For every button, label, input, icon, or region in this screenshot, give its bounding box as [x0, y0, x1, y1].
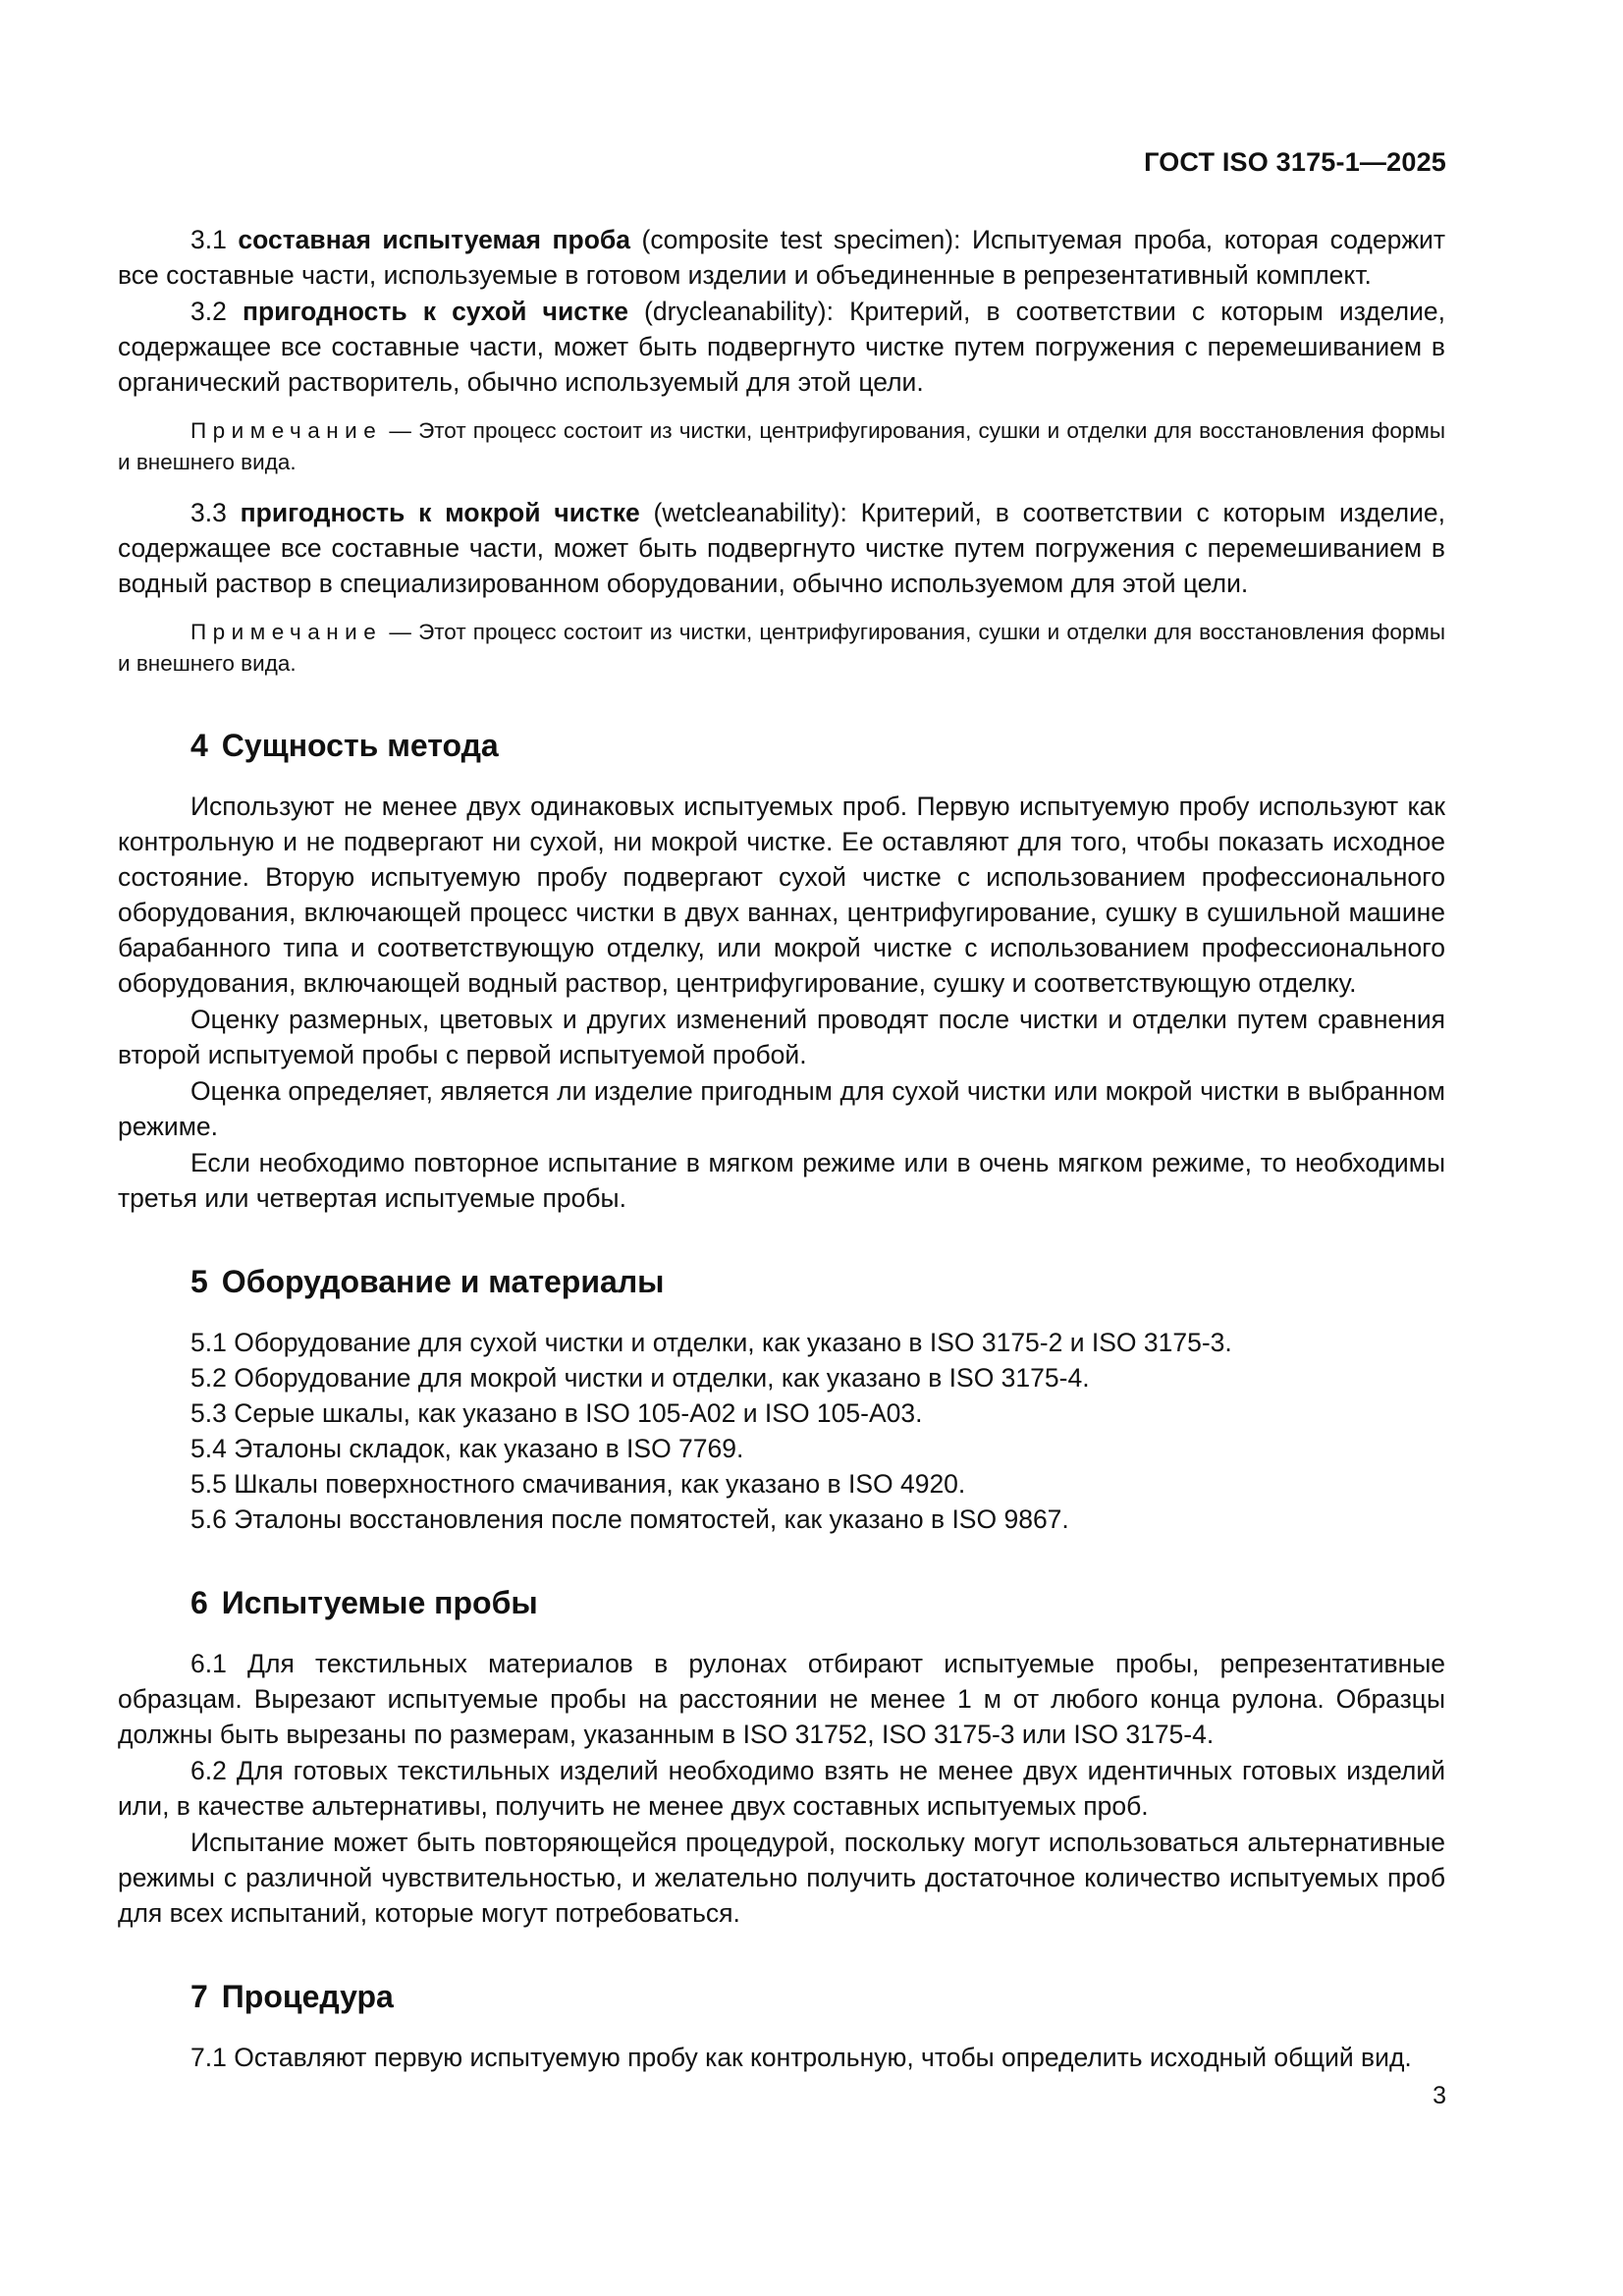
clause-number: 3.2: [190, 297, 227, 326]
clause-3-1: [118, 222, 1445, 293]
section-title: Сущность метода: [221, 728, 499, 763]
paragraph: 6.2 Для готовых текстильных изделий необходимо взять не менее двух идентичных готовых изделий или, в качестве альтернативы, получить не менее двух составных испытуемых проб.: [118, 1756, 1445, 1821]
note-1: [118, 415, 1445, 478]
page-content: [118, 222, 1445, 2076]
section-7-heading: [190, 1977, 1445, 2016]
list-item: 5.1 Оборудование для сухой чистки и отделки, как указано в ISO 3175-2 и ISO 3175-3.: [190, 1328, 1232, 1357]
list-item: 5.5 Шкалы поверхностного смачивания, как указано в ISO 4920.: [190, 1469, 966, 1499]
note-text: — Этот процесс состоит из чистки, центрифугирования, сушки и отделки для восстановления формы и внешнего вида.: [118, 418, 1445, 474]
term-composite-specimen: составная испытуемая проба: [238, 225, 630, 254]
section-number: 5: [190, 1264, 208, 1299]
note-label: Примечание: [190, 620, 383, 644]
note-text: — Этот процесс состоит из чистки, центрифугирования, сушки и отделки для восстановления формы и внешнего вида.: [118, 620, 1445, 676]
definition-text: (wetcleanability): Критерий, в соответствии с которым изделие, содержащее все составные части, может быть подвергнуто чистке путем погружения с перемешиванием в водный раствор в специализированном оборудовании, обычно используемом для этой цели.: [118, 498, 1445, 598]
section-title: Оборудование и материалы: [221, 1264, 665, 1299]
paragraph: Оценка определяет, является ли изделие пригодным для сухой чистки или мокрой чистки в выбранном режиме.: [118, 1076, 1445, 1141]
section-number: 4: [190, 728, 208, 763]
paragraph: 7.1 Оставляют первую испытуемую пробу как контрольную, чтобы определить исходный общий вид.: [190, 2043, 1412, 2072]
note-2: [118, 617, 1445, 680]
list-item: 5.4 Эталоны складок, как указано в ISO 7769.: [190, 1434, 744, 1463]
clause-number: 3.1: [190, 225, 227, 254]
paragraph: Если необходимо повторное испытание в мягком режиме или в очень мягком режиме, то необходимы третья или четвертая испытуемые пробы.: [118, 1148, 1445, 1213]
clause-3-3: [118, 495, 1445, 601]
section-title: Процедура: [221, 1979, 394, 2014]
term-drycleanability: пригодность к сухой чистке: [242, 297, 628, 326]
section-title: Испытуемые пробы: [221, 1585, 538, 1620]
section-6-heading: [190, 1583, 1445, 1622]
note-label: Примечание: [190, 418, 383, 443]
list-item: 5.3 Серые шкалы, как указано в ISO 105-A02 и ISO 105-A03.: [190, 1398, 923, 1428]
section-4-heading: [190, 726, 1445, 765]
clause-number: 3.3: [190, 498, 227, 527]
term-wetcleanability: пригодность к мокрой чистке: [240, 498, 640, 527]
paragraph: Испытание может быть повторяющейся процедурой, поскольку могут использоваться альтернативные режимы с различной чувствительностью, и желательно получить достаточное количество испытуемых проб для всех испытаний, которые могут потребоваться.: [118, 1828, 1445, 1928]
document-id-header: ГОСТ ISO 3175-1—2025: [1144, 147, 1446, 177]
section-number: 6: [190, 1585, 208, 1620]
clause-3-2: [118, 294, 1445, 400]
section-5-heading: [190, 1262, 1445, 1301]
definition-text: (composite test specimen): Испытуемая проба, которая содержит все составные части, используемые в готовом изделии и объединенные в репрезентативный комплект.: [118, 225, 1445, 290]
definition-text: (drycleanability): Критерий, в соответствии с которым изделие, содержащее все составные части, может быть подвергнуто чистке путем погружения с перемешиванием в органический растворитель, обычно используемый для этой цели.: [118, 297, 1445, 397]
paragraph: 6.1 Для текстильных материалов в рулонах отбирают испытуемые пробы, репрезентативные образцам. Вырезают испытуемые пробы на расстоянии не менее 1 м от любого конца рулона. Образцы должны быть вырезаны по размерам, указанным в ISO 31752, ISO 3175-3 или ISO 3175-4.: [118, 1649, 1445, 1749]
page-number: 3: [1433, 2082, 1446, 2109]
paragraph: Оценку размерных, цветовых и других изменений проводят после чистки и отделки путем сравнения второй испытуемой пробы с первой испытуемой пробой.: [118, 1005, 1445, 1069]
section-number: 7: [190, 1979, 208, 2014]
paragraph: Используют не менее двух одинаковых испытуемых проб. Первую испытуемую пробу используют как контрольную и не подвергают ни сухой, ни мокрой чистке. Ее оставляют для того, чтобы показать исходное состояние. Вторую испытуемую пробу подвергают сухой чистке с использованием профессионального оборудования, включающей процесс чистки в двух ваннах, центрифугирование, сушку в сушильной машине барабанного типа и соответствующую отделку, или мокрой чистке с использованием профессионального оборудования, включающей водный раствор, центрифугирование, сушку и соответствующую отделку.: [118, 792, 1445, 998]
list-item: 5.2 Оборудование для мокрой чистки и отделки, как указано в ISO 3175-4.: [190, 1363, 1090, 1393]
list-item: 5.6 Эталоны восстановления после помятостей, как указано в ISO 9867.: [190, 1504, 1069, 1534]
